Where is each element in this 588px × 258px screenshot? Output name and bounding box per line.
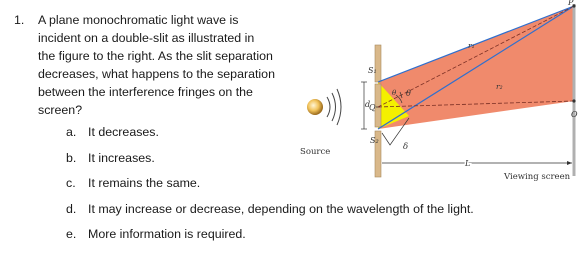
theta-label-slit: θ — [392, 89, 397, 97]
wavefront-arc — [337, 89, 341, 125]
option-letter: e. — [66, 227, 77, 241]
option-text: It may increase or decrease, depending on the wavelength of the light. — [88, 202, 474, 216]
question-line: between the interference fringes on the — [38, 85, 253, 99]
barrier-top — [375, 45, 381, 82]
source-label: Source — [300, 147, 331, 157]
option-c[interactable] — [66, 176, 200, 190]
double-slit-figure — [290, 0, 588, 200]
slit1-label: S₁ — [368, 66, 377, 75]
option-text: More information is required. — [88, 227, 246, 241]
option-b[interactable] — [66, 151, 155, 165]
theta-label: θ — [406, 89, 411, 98]
r1-label: r₁ — [468, 41, 475, 50]
wavefront-arc — [332, 93, 336, 121]
option-text: It remains the same. — [88, 176, 201, 190]
option-letter: a. — [66, 125, 77, 139]
q-label: Q — [369, 103, 376, 112]
delta-label: δ — [403, 142, 409, 152]
option-letter: b. — [66, 151, 77, 165]
wavefront-arc — [327, 97, 330, 117]
slit2-label: S₂ — [370, 136, 379, 145]
question-number: 1. — [14, 13, 25, 27]
light-source-icon — [307, 99, 323, 115]
option-d[interactable] — [66, 202, 474, 216]
question-text — [38, 11, 298, 119]
option-text: It decreases. — [88, 125, 159, 139]
question-line: the figure to the right. As the slit separation — [38, 49, 273, 63]
r2-label: r₂ — [496, 82, 503, 91]
screen-label: Viewing screen — [504, 172, 571, 182]
option-letter: c. — [66, 176, 76, 190]
question-line: incident on a double-slit as illustrated in — [38, 31, 255, 45]
p-label: P — [568, 0, 574, 7]
o-label: O — [571, 110, 578, 119]
option-a[interactable] — [66, 125, 159, 139]
d-label: d — [365, 100, 371, 109]
question-line: A plane monochromatic light wave is — [38, 13, 239, 27]
question-line: decreases, what happens to the separation — [38, 67, 275, 81]
l-label: L — [465, 159, 471, 168]
option-text: It increases. — [88, 151, 155, 165]
option-e[interactable] — [66, 227, 246, 241]
question-line: screen? — [38, 103, 83, 117]
option-letter: d. — [66, 202, 77, 216]
